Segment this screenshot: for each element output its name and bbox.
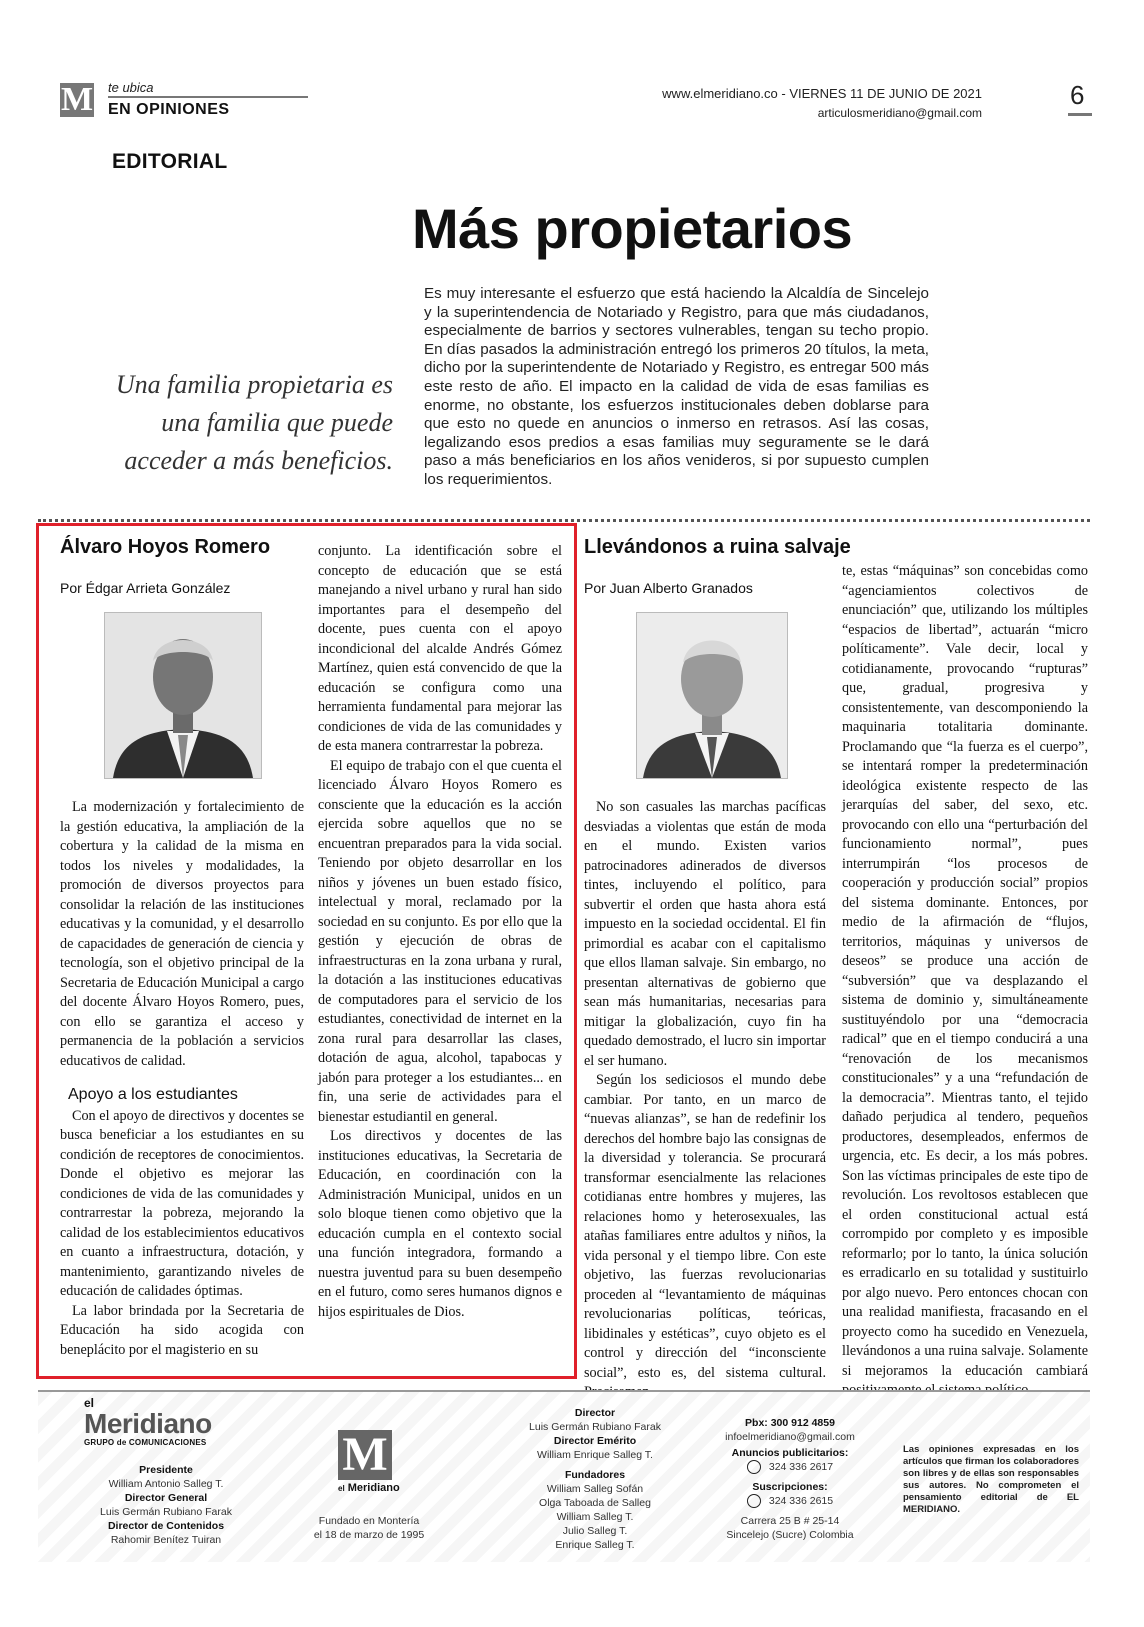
article1-title: Álvaro Hoyos Romero — [60, 536, 271, 558]
article2-paragraph: No son casuales las marchas pacíficas desviadas a violentas que están de moda en el mundo. Existen varios patrocinadores adinerados de diversos tintes, incluyendo el político, para subvertir el orden que hasta ahora está impuesto en la sociedad occidental. El fin primordial es acabar con el capitalismo que ellos llaman salvaje. Sin embargo, no presentan alternativas de gobierno que sean más humanitarias, necesarias para mitigar la globalización, cuyo fin ha quedado demostrado, el lucro sin importar el ser humano. — [584, 799, 826, 1069]
fundador-name: William Salleg Sofán — [546, 1483, 644, 1495]
contact-email: articulosmeridiano@gmail.com — [817, 106, 982, 120]
footer-logo-name: Meridiano — [84, 1408, 212, 1439]
fundador-name: William Salleg T. — [556, 1511, 634, 1523]
footer-center-logo — [338, 1430, 398, 1494]
anuncios-label: Anuncios publicitarios: — [731, 1447, 849, 1459]
article2-column-2 — [842, 562, 1088, 1401]
article2-author-photo — [636, 612, 788, 779]
editorial-pull-quote: Una familia propietaria es una familia que puede acceder a más beneficios. — [115, 370, 393, 475]
article2-paragraph: Según los sediciosos el mundo debe cambiar. Por tanto, en un marco de “nuevas alianzas”, se han de redefinir los derechos del hombre bajo las consignas de la diversidad y tolerancia. Se procurará transformar esencialmente las relaciones cotidianas entre hombres y mujeres, las relaciones homo y heterosexuales, las atañas familiares entre adultos y niños, la vida personal y el tiempo libre. Con este objetivo, las fuerzas revolucionarias proceden al “levantamiento de máquinas revolucionarias políticas, teóricas, libidinales y estéticas”, cuyo objeto es el control y dirección del “inconsciente social”, esto es, del sistema cultural. — [584, 1072, 826, 1381]
whatsapp-icon — [747, 1460, 761, 1474]
page-number-underline — [1068, 113, 1092, 116]
suscripciones-phone: 324 336 2615 — [768, 1495, 834, 1508]
fundadores-label: Fundadores — [564, 1469, 626, 1481]
footer-center-logo-name: el Meridiano — [338, 1482, 400, 1494]
article1-column-2 — [318, 542, 562, 1322]
presidente-name: William Antonio Salleg T. — [108, 1478, 224, 1490]
director-label: Director — [574, 1407, 616, 1419]
editorial-label: EDITORIAL — [112, 150, 228, 173]
section-title: EN OPINIONES — [108, 101, 230, 118]
article1-paragraph: El equipo de trabajo con el que cuenta el licenciado Álvaro Hoyos Romero es consciente que la educación es la acción ejercida sobre aquellos que no se encuentran preparados para la vida social. Teniendo por objeto desarrollar en los niños y jóvenes un buen estado físico, intelectual y moral, reclamado por la sociedad en su conjunto. Es por ello que la gestión y ejecución de obras de infraestructuras en la zona urbana y rural, la dotación a las instituciones educativas de computadores para el servicio de los estudiantes, conectividad de internet en la zona rural para desarrollar las clases, dotación de agua, alcohol, tapabocas y jabón para proteger a los estudiantes... en fin, una serie de actividades para el bienestar estudiantil en general. — [318, 757, 562, 1125]
article2-byline: Por Juan Alberto Granados — [584, 580, 753, 596]
anuncios-line — [700, 1460, 880, 1474]
article1-paragraph: Los directivos y docentes de las instituciones educativas, la Secretaria de Educación, en coordinación con la Administración Municipal, unidos en un solo bloque tienen como objetivo que la educación cumpla en el contexto social una función integradora, formando a nuestra juventud para su buen desempeño en el futuro, como seres humanos dignos e hijos espirituales de Dios. — [318, 1128, 562, 1320]
footer-logo-subtitle: GRUPO de COMUNICACIONES — [84, 1438, 207, 1447]
masthead-divider — [108, 96, 308, 98]
footer-logo-el: el — [84, 1396, 95, 1410]
footer-founded — [304, 1514, 434, 1542]
director-general-label: Director General — [124, 1492, 208, 1504]
article1-paragraph: Con el apoyo de directivos y docentes se busca beneficiar a los estudiantes en su condición de receptores de conocimientos. Donde el objetivo es mejorar las condiciones de vida de las comunidades y contrarrestar la pobreza, mejorando la calidad de los establecimientos educativos en cuanto a infraestructura, dotación, y mantenimiento, garantizando niveles de educación de calidades óptimas. — [60, 1107, 304, 1299]
footer-contact — [700, 1416, 880, 1542]
whatsapp-icon — [747, 1494, 761, 1508]
director-emerito-name: William Enrique Salleg T. — [537, 1449, 653, 1461]
director-contenidos-name: Rahomir Benítez Tuiran — [110, 1534, 222, 1546]
presidente-label: Presidente — [139, 1464, 193, 1476]
pbx-number: Pbx: 300 912 4859 — [745, 1417, 835, 1429]
editorial-headline: Más propietarios — [412, 197, 853, 260]
masthead-tagline: te ubica — [108, 80, 154, 95]
article1-paragraph: conjunto. La identificación sobre el concepto de educación que se está manejando a nivel urbano y rural han sido importantes para el desempeño del docente, pues cuenta con el apoyo incondicional del alcalde Andrés Gómez Martínez, quien está convencido de que la educación se configura como una herramienta fundamental para mejorar las condiciones de vida de las comunidades y de esta manera contrarrestar la pobreza. — [318, 543, 562, 754]
address-line-2: Sincelejo (Sucre) Colombia — [726, 1529, 854, 1542]
suscripciones-label: Suscripciones: — [752, 1481, 828, 1494]
fundador-name: Julio Salleg T. — [562, 1525, 628, 1537]
anuncios-phone: 324 336 2617 — [768, 1461, 834, 1473]
meridiano-emblem-icon: M — [338, 1430, 392, 1480]
director-general-name: Luis Germán Rubiano Farak — [100, 1506, 232, 1518]
meridiano-logo-icon: M — [60, 81, 94, 118]
author-portrait-icon — [105, 613, 261, 778]
director-emerito-label: Director Emérito — [553, 1435, 637, 1447]
article1-author-photo — [104, 612, 262, 779]
article1-subhead: Apoyo a los estudiantes — [68, 1086, 238, 1103]
article2-title: Llevándonos a ruina salvaje — [584, 536, 851, 558]
suscripciones-line — [700, 1494, 880, 1508]
founded-line-1: Fundado en Montería — [318, 1515, 420, 1527]
footer-brand-logo — [84, 1396, 244, 1447]
author-portrait-icon — [637, 613, 787, 778]
director-name: Luis Germán Rubiano Farak — [529, 1421, 661, 1433]
footer-email: infoelmeridiano@gmail.com — [725, 1431, 855, 1443]
director-contenidos-label: Director de Contenidos — [107, 1520, 225, 1532]
article2-column-1 — [584, 798, 826, 1403]
issue-date: www.elmeridiano.co - VIERNES 11 DE JUNIO DE 2021 — [662, 86, 982, 101]
footer-disclaimer: Las opiniones expresadas en los artículos que firman los colaboradores son libres y de ellas son responsables sus autores. No comprometen el pensamiento editorial de EL MERIDIANO. — [903, 1444, 1079, 1515]
article1-column-1 — [60, 798, 304, 1360]
section-divider — [38, 519, 1090, 522]
footer-staff-center — [490, 1406, 700, 1552]
founded-line-2: el 18 de marzo de 1995 — [313, 1529, 425, 1541]
article1-paragraph: La modernización y fortalecimiento de la gestión educativa, la ampliación de la cobertura y la calidad de la misma en todos los niveles y modalidades, la promoción de diversos proyectos para consolidar la relación de las instituciones educativas y la comunidad, y el desarrollo de capacidades de generación de ciencia y tecnología, son el objetivo principal de la Secretaria de Educación Municipal a cargo del docente Álvaro Hoyos Romero, pues, con ello se garantiza el acceso y permanencia de la población a servicios educativos de calidad. — [60, 799, 304, 1069]
fundador-name: Enrique Salleg T. — [555, 1539, 635, 1551]
footer-staff-left — [66, 1463, 266, 1547]
article1-byline: Por Édgar Arrieta González — [60, 580, 231, 596]
editorial-body: Es muy interesante el esfuerzo que está haciendo la Alcaldía de Sincelejo y la superintendencia de Notariado y Registro, para que más ciudadanos, especialmente de barrios y sectores vulnerables, tengan su techo propio. En días pasados la administración entregó los primeros 20 títulos, la meta, dicho por la superintendente de Notariado y Registro, es entregar 500 más este resto de año. El impacto en la calidad de vida de esas familias es enorme, no obstante, los esfuerzos institucionales deben doblarse para que esto no quede en anuncios o inmerso en retrasos. Así las cosas, legalizando esos predios a esas familias muy seguramente se le dará paso a más beneficiarios en los años venideros, si por supuesto cumplen los requerimientos. — [424, 285, 929, 488]
article2-paragraph: te, estas “máquinas” son concebidas como “agenciamientos colectivos de enunciación” que, utilizando los múltiples “espacios de libertad”, actuarán “micro políticamente”. Vale decir, local y cotidianamente, provocando “rupturas” que, gradual, progresiva y consistentemente, van descomponiendo la maquinaria totalitaria dominante. Proclamando que “la fuerza es el cuerpo”, se intentará romper la predeterminación ideológica existente respecto de las jerarquías del saber, del sexo, etc. provocando con ello una “perturbación del funcionamiento normal”, pues interrumpirán “los procesos de cooperación y producción social” propios del sistema dominante. Entonces, por medio de la afirmación de “flujos, territorios, máquinas y universos de deseos” se produce una acción de “subversión” que va desplazando el sistema de dominio y, simultáneamente sustituyéndolo por una “democracia radical” que en el tiempo conducirá a una “renovación de los mecanismos constitucionales” y a una “refundación de la democracia”. Mientras tanto, el tejido dañado perjudica al tendero, pequeños productores, desempleados, enfermos de urgencia, etc. Es decir, a los más pobres. Son las víctimas principales de este tipo de revolución. Los revoltosos establecen que el orden constitucional actual está corrompido por completo y es imposible reformarlo; por lo tanto, la única solución es erradicarlo en su totalidad y sustituirlo por algo nuevo. Pero entonces chocan con una realidad manifiesta, fracasando en el proyecto como ha sucedido en Venezuela, llevándonos a una ruina salvaje. Solamente si mejoramos la educación cambiará — [842, 563, 1088, 1379]
page-number: 6 — [1070, 80, 1085, 110]
fundador-name: Olga Taboada de Salleg — [539, 1497, 651, 1509]
article1-paragraph: La labor brindada por la Secretaria de Educación ha sido acogida con beneplácito por el magisterio en su — [60, 1302, 304, 1358]
address-line-1: Carrera 25 B # 25-14 — [740, 1515, 840, 1528]
